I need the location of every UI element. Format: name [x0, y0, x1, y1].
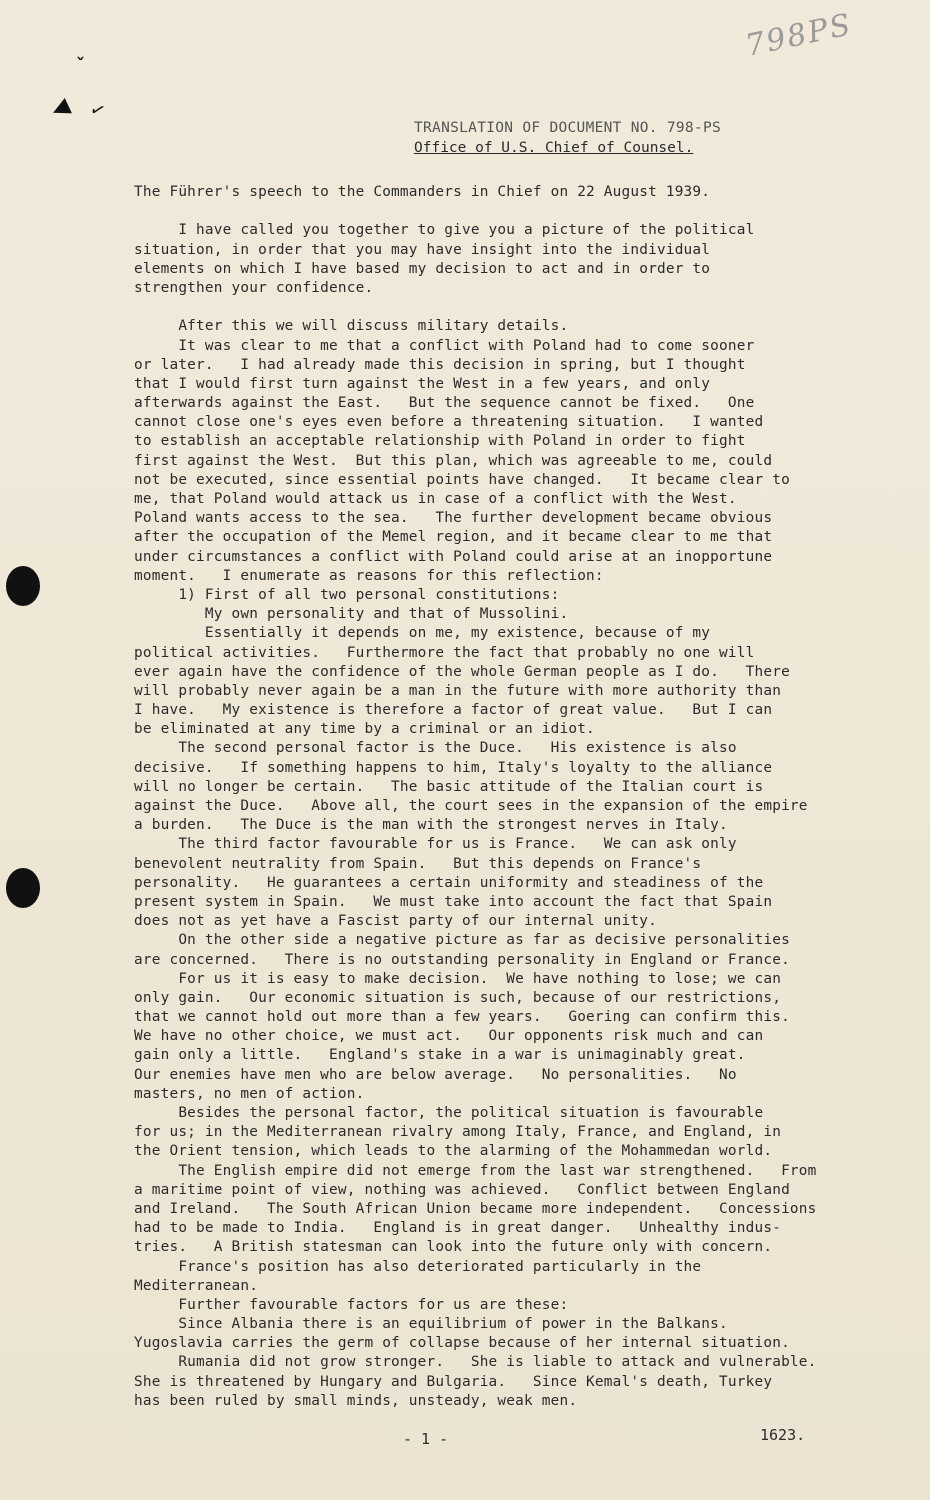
text-line: Essentially it depends on me, my existence, because of my: [134, 625, 711, 642]
text-line: will no longer be certain. The basic attitude of the Italian court is: [134, 778, 764, 795]
text-line: She is threatened by Hungary and Bulgaria. Since Kemal's death, Turkey: [134, 1373, 773, 1390]
handwritten-note: 798PS: [742, 7, 856, 64]
text-line: first against the West. But this plan, which was agreeable to me, could: [134, 452, 773, 469]
text-line: had to be made to India. England is in great danger. Unhealthy indus-: [134, 1220, 782, 1237]
text-line: personality. He guarantees a certain uniformity and steadiness of the: [134, 874, 764, 891]
text-line: Our enemies have men who are below average. No personalities. No: [134, 1066, 737, 1083]
text-line: the Orient tension, which leads to the alarming of the Mohammedan world.: [134, 1143, 773, 1160]
document-header: [414, 118, 794, 158]
text-line: strengthen your confidence.: [134, 279, 374, 296]
page-number: - 1 -: [403, 1430, 449, 1448]
document-body: [134, 183, 879, 1411]
text-line: 1) First of all two personal constitutions:: [134, 586, 560, 603]
text-line: gain only a little. England's stake in a war is unimaginably great.: [134, 1047, 746, 1064]
text-line: Besides the personal factor, the political situation is favourable: [134, 1105, 764, 1121]
text-line: The English empire did not emerge from the last war strengthened. From: [134, 1162, 817, 1179]
text-line: [134, 298, 879, 317]
text-line: political activities. Furthermore the fact that probably no one will: [134, 644, 755, 661]
office-heading: Office of U.S. Chief of Counsel.: [414, 140, 694, 156]
text-line: benevolent neutrality from Spain. But this depends on France's: [134, 855, 702, 872]
text-line: not be executed, since essential points have changed. It became clear to: [134, 471, 790, 488]
text-line: situation, in order that you may have insight into the individual: [134, 241, 711, 258]
text-line: that I would first turn against the West in a few years, and only: [134, 375, 711, 392]
text-line: present system in Spain. We must take into account the fact that Spain: [134, 893, 773, 910]
text-line: I have called you together to give you a picture of the political: [134, 222, 755, 239]
margin-mark-icon: ˇ: [76, 55, 85, 76]
text-line: tries. A British statesman can look into the future only with concern.: [134, 1239, 773, 1256]
text-line: Further favourable factors for us are these:: [134, 1296, 569, 1313]
margin-arrow-icon: ◀: [47, 93, 74, 124]
text-line: decisive. If something happens to him, Italy's loyalty to the alliance: [134, 759, 773, 776]
text-line: Mediterranean.: [134, 1277, 259, 1294]
text-line: I have. My existence is therefore a factor of great value. But I can: [134, 702, 773, 719]
text-line: The third factor favourable for us is France. We can ask only: [134, 836, 737, 853]
text-line: are concerned. There is no outstanding personality in England or France.: [134, 951, 790, 968]
text-line: to establish an acceptable relationship with Poland in order to fight: [134, 433, 746, 450]
punch-hole-top: [6, 566, 40, 606]
text-line: a maritime point of view, nothing was achieved. Conflict between England: [134, 1181, 790, 1198]
text-line: Rumania did not grow stronger. She is liable to attack and vulnerable.: [134, 1354, 817, 1371]
text-line: Poland wants access to the sea. The further development became obvious: [134, 510, 773, 527]
text-line: and Ireland. The South African Union became more independent. Concessions: [134, 1200, 817, 1217]
text-line: We have no other choice, we must act. Our opponents risk much and can: [134, 1028, 764, 1045]
text-line: me, that Poland would attack us in case of a conflict with the West.: [134, 491, 737, 507]
text-line: against the Duce. Above all, the court sees in the expansion of the empire: [134, 798, 808, 814]
text-line: France's position has also deteriorated particularly in the: [134, 1258, 702, 1275]
text-line: afterwards against the East. But the sequence cannot be fixed. One: [134, 395, 755, 412]
text-line: has been ruled by small minds, unsteady, weak men.: [134, 1392, 578, 1409]
margin-check-icon: ✓: [86, 98, 109, 123]
text-line: does not as yet have a Fascist party of our internal unity.: [134, 913, 657, 930]
text-line: be eliminated at any time by a criminal or an idiot.: [134, 721, 595, 738]
text-line: moment. I enumerate as reasons for this reflection:: [134, 567, 604, 584]
text-line: that we cannot hold out more than a few years. Goering can confirm this.: [134, 1009, 790, 1026]
text-line: a burden. The Duce is the man with the strongest nerves in Italy.: [134, 817, 728, 834]
text-line: The Führer's speech to the Commanders in Chief on 22 August 1939.: [134, 184, 711, 200]
text-line: elements on which I have based my decision to act and in order to: [134, 260, 711, 277]
document-number: 1623.: [760, 1426, 806, 1444]
text-line: The second personal factor is the Duce. His existence is also: [134, 740, 737, 757]
text-line: Yugoslavia carries the germ of collapse because of her internal situation.: [134, 1335, 790, 1352]
punch-hole-bottom: [6, 868, 40, 908]
text-line: or later. I had already made this decision in spring, but I thought: [134, 356, 746, 373]
text-line: masters, no men of action.: [134, 1085, 365, 1102]
text-line: [134, 202, 879, 221]
text-line: For us it is easy to make decision. We have nothing to lose; we can: [134, 970, 782, 987]
text-line: After this we will discuss military details.: [134, 318, 569, 335]
text-line: after the occupation of the Memel region, and it became clear to me that: [134, 529, 773, 546]
text-line: under circumstances a conflict with Poland could arise at an inopportune: [134, 548, 773, 565]
text-line: Since Albania there is an equilibrium of power in the Balkans.: [134, 1316, 728, 1333]
text-line: My own personality and that of Mussolini.: [134, 606, 569, 623]
text-line: On the other side a negative picture as far as decisive personalities: [134, 932, 790, 949]
text-line: cannot close one's eyes even before a threatening situation. I wanted: [134, 414, 764, 431]
text-line: ever again have the confidence of the whole German people as I do. There: [134, 663, 790, 680]
text-line: It was clear to me that a conflict with Poland had to come sooner: [134, 337, 755, 354]
translation-heading: TRANSLATION OF DOCUMENT NO. 798-PS: [414, 120, 722, 136]
text-line: for us; in the Mediterranean rivalry among Italy, France, and England, in: [134, 1124, 782, 1141]
text-line: only gain. Our economic situation is such, because of our restrictions,: [134, 989, 782, 1006]
text-line: will probably never again be a man in the future with more authority than: [134, 682, 782, 699]
